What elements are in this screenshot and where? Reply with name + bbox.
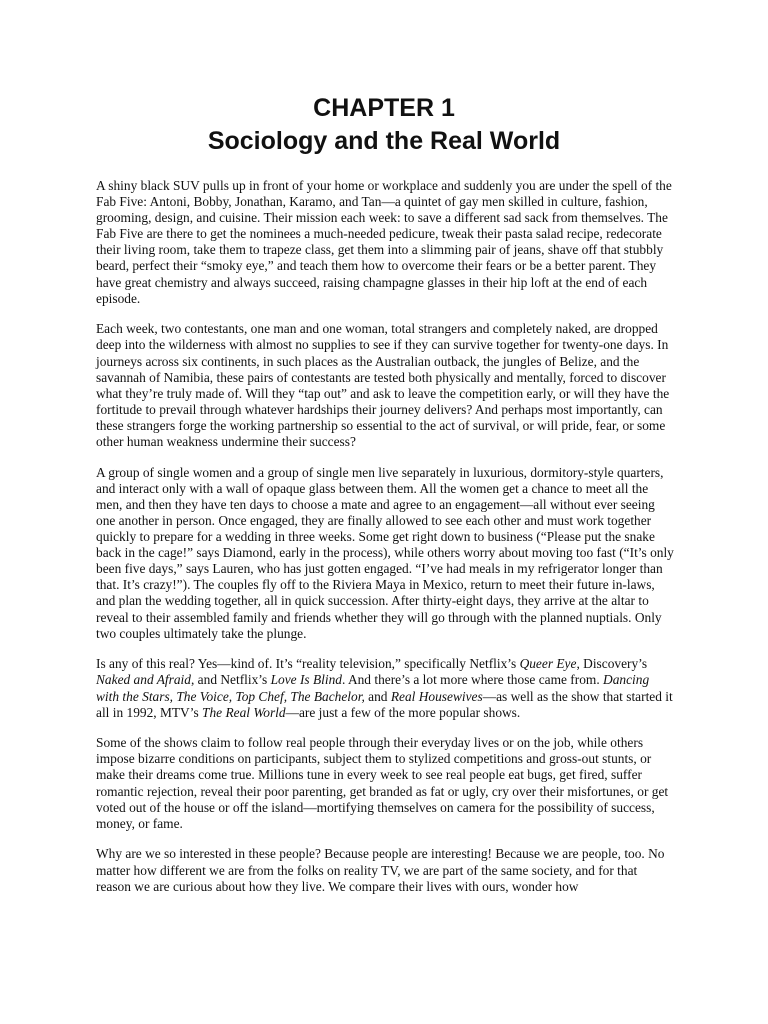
paragraph-5: Some of the shows claim to follow real people through their everyday lives or on the job, while others impose bizarre conditions on participants, subject them to stylized competitions and gross-out stunts, or make their dreams come true. Millions tune in every week to see real people eat bugs, get fired, suffer romantic rejection, reveal their poor parenting, get branded as fat or ugly, cry over their misfortunes, or get voted out of the house or off the island—mortifying themselves on camera for the possibility of success, money, or fame. [96,735,669,831]
chapter-number: CHAPTER 1 [313,94,455,122]
paragraph-4 [96,656,674,720]
show-title-list: Dancing with the Stars, The Voice, Top Chef, The Bachelor, [96,672,650,704]
paragraph-2: Each week, two contestants, one man and one woman, total strangers and completely naked, are dropped deep into the wilderness with almost no supplies to see if they can survive together for twenty-one days. In journeys across six continents, in such places as the Australian outback, the jungles of Belize, and the savannah of Namibia, these pairs of contestants are tested both physically and mentally, forced to discover what they’re truly made of. Will they “tap out” and ask to leave the competition early, or will they have the fortitude to prevail through whatever hardships their journey delivers? And perhaps most importantly, can these strangers forge the working partnership so essential to the act of survival, or will pride, fear, or some other human weakness undermine their success? [96,321,670,449]
paragraph-1: A shiny black SUV pulls up in front of your home or workplace and suddenly you are under the spell of the Fab Five: Antoni, Bobby, Jonathan, Karamo, and Tan—a quintet of gay men skilled in culture, fashion, grooming, design, and cuisine. Their mission each week: to save a different sad sack from themselves. The Fab Five are there to get the nominees a much-needed pedicure, tweak their pasta salad recipe, redecorate their living room, take them to trapeze class, get them into a slimming pair of jeans, shave off that stubbly beard, perfect their “smoky eye,” and teach them how to overcome their fears or be a better parent. They have great chemistry and always succeed, raising champagne glasses in their hip loft at the end of each episode. [96,178,672,306]
chapter-header [0,92,768,158]
paragraph-4-text: , and Netflix’s [190,672,271,688]
paragraph-4-text: and [364,688,391,704]
show-title-real-housewives: Real Housewives [390,688,483,704]
paragraph-3: A group of single women and a group of single men live separately in luxurious, dormitory-style quarters, and interact only with a wall of opaque glass between them. All the women get a chance to meet all the men, and then they have ten days to choose a mate and agree to an engagement—all without ever seeing one another in person. Once engaged, they are finally allowed to see each other and must work together quickly to prepare for a wedding in three weeks. Some get right down to business (“Please put the snake back in the cage!” says Diamond, early in the process), while others worry about moving too fast (“It’s only been five days,” says Lauren, who has just gotten engaged. “I’ve had meals in my refrigerator longer than that. It’s crazy!”). The couples fly off to the Riviera Maya in Mexico, return to meet their future in-laws, and plan the wedding together, all in quick succession. After thirty-eight days, they arrive at the altar to reveal to their assembled family and friends whether they will go through with the planned nuptials. Only two couples ultimately take the plunge. [96,464,674,641]
paragraph-4-text: —are just a few of the more popular shows. [285,704,521,720]
show-title-the-real-world: The Real World [202,704,286,720]
chapter-title: Sociology and the Real World [207,127,561,155]
paragraph-6: Why are we so interested in these people? Because people are interesting! Because we are people, too. No matter how different we are from the folks on reality TV, we are part of the same society, and for that reason we are curious about how they live. We compare their lives with ours, wonder how [96,846,665,894]
paragraph-4-text: , Discovery’s [576,656,648,672]
paragraph-4-text: . And there’s a lot more where those came from. [341,672,604,688]
paragraph-4-text: Is any of this real? Yes—kind of. It’s “reality television,” specifically Netflix’s [96,656,520,672]
show-title-love-is-blind: Love Is Blind [270,672,342,688]
show-title-queer-eye: Queer Eye [519,656,577,672]
paragraph-4-text: —as well as the show that started it all in 1992, MTV’s [96,688,673,720]
show-title-naked-and-afraid: Naked and Afraid [96,672,191,688]
body-text [96,178,674,909]
